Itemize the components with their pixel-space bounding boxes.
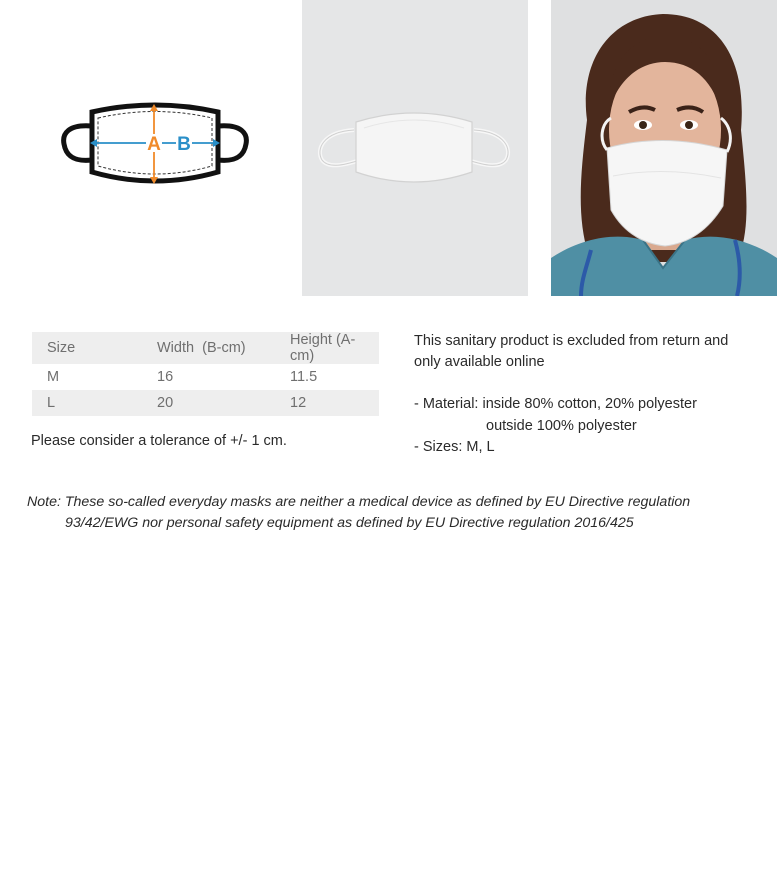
mask-product-photo bbox=[302, 0, 528, 296]
return-policy-note: This sanitary product is excluded from return and only available online bbox=[414, 333, 729, 370]
cell-width: 16 bbox=[157, 369, 174, 385]
table-row bbox=[32, 364, 379, 390]
model-image bbox=[551, 0, 777, 296]
cell-height: 12 bbox=[275, 390, 379, 416]
sizes-line: - Sizes: M, L bbox=[414, 439, 495, 455]
header-width: Width (B-cm) bbox=[142, 332, 275, 364]
cell-size: L bbox=[32, 390, 142, 416]
mask-measurement-diagram bbox=[60, 98, 250, 188]
disclaimer-line-1: Note: These so-called everyday masks are neither a medical device as defined by EU Directive regulation bbox=[27, 494, 691, 510]
size-table bbox=[32, 332, 379, 416]
label-b: B bbox=[177, 134, 191, 155]
cell-size: M bbox=[47, 369, 60, 385]
model-wearing-mask-photo bbox=[551, 0, 777, 296]
material-outside-line: outside 100% polyester bbox=[486, 418, 637, 434]
left-ear-loop bbox=[64, 126, 92, 161]
header-size: Size bbox=[32, 332, 142, 364]
table-header-row bbox=[32, 332, 379, 364]
white-mask-image bbox=[302, 0, 528, 296]
right-ear-loop bbox=[218, 126, 246, 161]
regulatory-disclaimer bbox=[27, 492, 747, 534]
disclaimer-line-2: 93/42/EWG nor personal safety equipment as defined by EU Directive regulation 2016/425 bbox=[65, 515, 634, 531]
cell-height: 11.5 bbox=[290, 369, 318, 385]
label-a: A bbox=[147, 134, 161, 155]
cell-width: 20 bbox=[142, 390, 275, 416]
table-row bbox=[32, 390, 379, 416]
tolerance-note: Please consider a tolerance of +/- 1 cm. bbox=[31, 433, 287, 449]
material-line: - Material: inside 80% cotton, 20% polyester bbox=[414, 396, 697, 412]
header-height: Height (A-cm) bbox=[275, 332, 379, 364]
